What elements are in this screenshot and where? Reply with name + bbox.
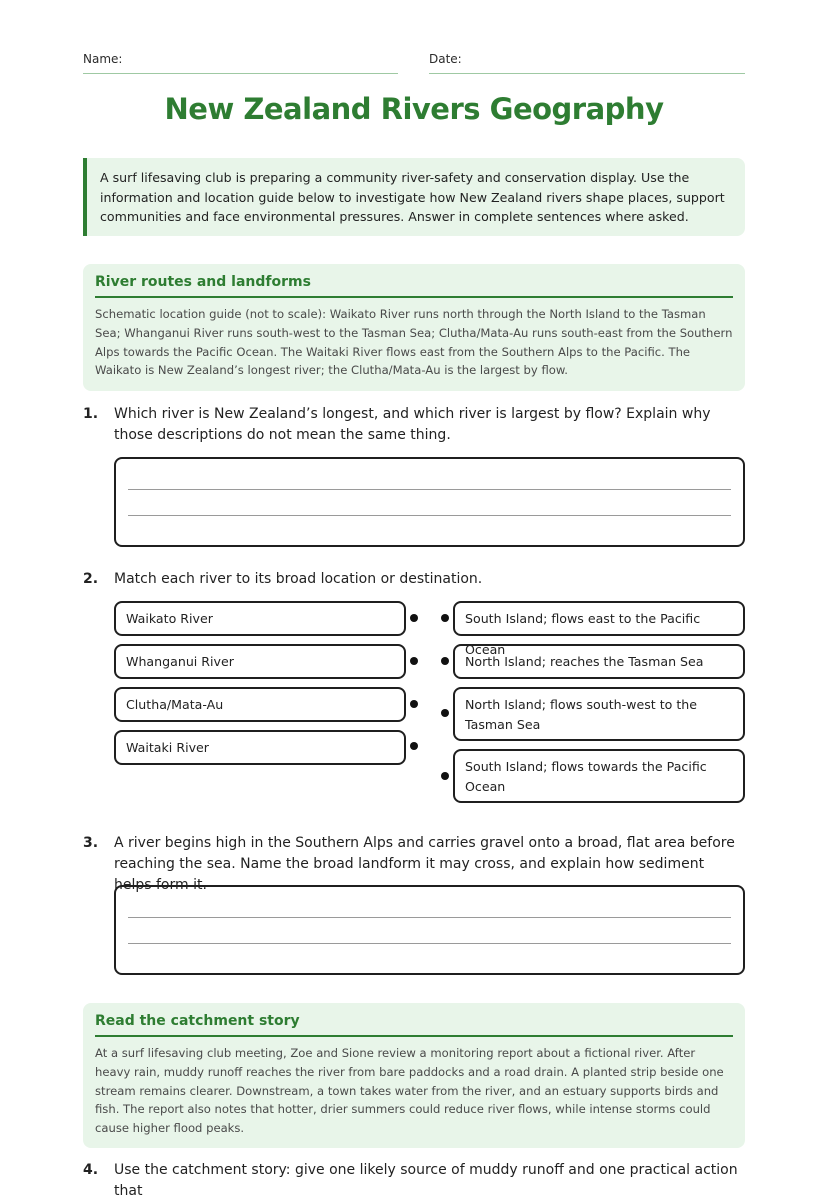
intro-callout: A surf lifesaving club is preparing a community river-safety and conservation display. Use the information and location guide below to investigate how New Zealand rivers shape places, support communities and face environmental pressures. Answer in complete sentences where asked. (83, 158, 745, 236)
name-field[interactable] (83, 52, 398, 74)
match-river-waitaki[interactable]: Waitaki River (114, 730, 406, 765)
question-text: Use the catchment story: give one likely source of muddy runoff and one practical action that (114, 1162, 738, 1199)
header-row (83, 52, 745, 74)
page-title: New Zealand Rivers Geography (164, 92, 664, 126)
section-text: At a surf lifesaving club meeting, Zoe and Sione review a monitoring report about a fictional river. After heavy rain, muddy runoff reaches the river from bare paddocks and a road drain. A planted strip beside one stream remains clearer. Downstream, a town takes water from the river, and an estuary supports birds and fish. The report also notes that hotter, drier summers could reduce river flows, while intense storms could cause higher flood peaks. (95, 1046, 724, 1136)
section-heading: Read the catchment story (95, 1013, 733, 1037)
question-number: 4. (83, 1162, 99, 1178)
match-dot-left[interactable] (410, 657, 418, 665)
question-number: 1. (83, 406, 99, 422)
match-destination-1[interactable]: South Island; flows east to the Pacific Ocean (453, 601, 745, 636)
name-label: Name: (83, 52, 123, 66)
answer-line (128, 943, 731, 944)
answer-line (128, 515, 731, 516)
question-4 (83, 1160, 745, 1199)
match-river-clutha[interactable]: Clutha/Mata-Au (114, 687, 406, 722)
date-label: Date: (429, 52, 462, 66)
info-box-catchment-story (83, 1003, 745, 1148)
match-destination-4[interactable]: South Island; flows towards the Pacific Ocean (453, 749, 745, 803)
match-dot-right[interactable] (441, 709, 449, 717)
match-river-waikato[interactable]: Waikato River (114, 601, 406, 636)
question-text: Which river is New Zealand’s longest, and which river is largest by flow? Explain why those descriptions do not mean the same thing. (114, 406, 711, 443)
match-destination-3[interactable]: North Island; flows south-west to the Tasman Sea (453, 687, 745, 741)
answer-box-1[interactable] (114, 457, 745, 547)
match-dot-left[interactable] (410, 742, 418, 750)
answer-box-3[interactable] (114, 885, 745, 975)
match-river-whanganui[interactable]: Whanganui River (114, 644, 406, 679)
match-dot-left[interactable] (410, 700, 418, 708)
match-dot-right[interactable] (441, 657, 449, 665)
match-dot-right[interactable] (441, 614, 449, 622)
question-text: A river begins high in the Southern Alps and carries gravel onto a broad, flat area before reaching the sea. Name the broad landform it may cross, and explain how sediment helps form it. (114, 835, 735, 893)
answer-line (128, 489, 731, 490)
match-destination-2[interactable]: North Island; reaches the Tasman Sea (453, 644, 745, 679)
question-text: Match each river to its broad location or destination. (114, 571, 483, 587)
section-heading: River routes and landforms (95, 274, 733, 298)
match-dot-right[interactable] (441, 772, 449, 780)
match-dot-left[interactable] (410, 614, 418, 622)
question-number: 3. (83, 835, 99, 851)
answer-line (128, 917, 731, 918)
section-text: Schematic location guide (not to scale): Waikato River runs north through the North Island to the Tasman Sea; Whanganui River runs south-west to the Tasman Sea; Clutha/Mata-Au runs south-east from the Southern Alps towards the Pacific Ocean. The Waitaki River flows east from the Southern Alps to the Pacific. The Waikato is New Zealand’s longest river; the Clutha/Mata-Au is the largest by flow. (95, 307, 733, 378)
date-field[interactable] (429, 52, 745, 74)
question-number: 2. (83, 571, 99, 587)
info-box-river-routes (83, 264, 745, 391)
